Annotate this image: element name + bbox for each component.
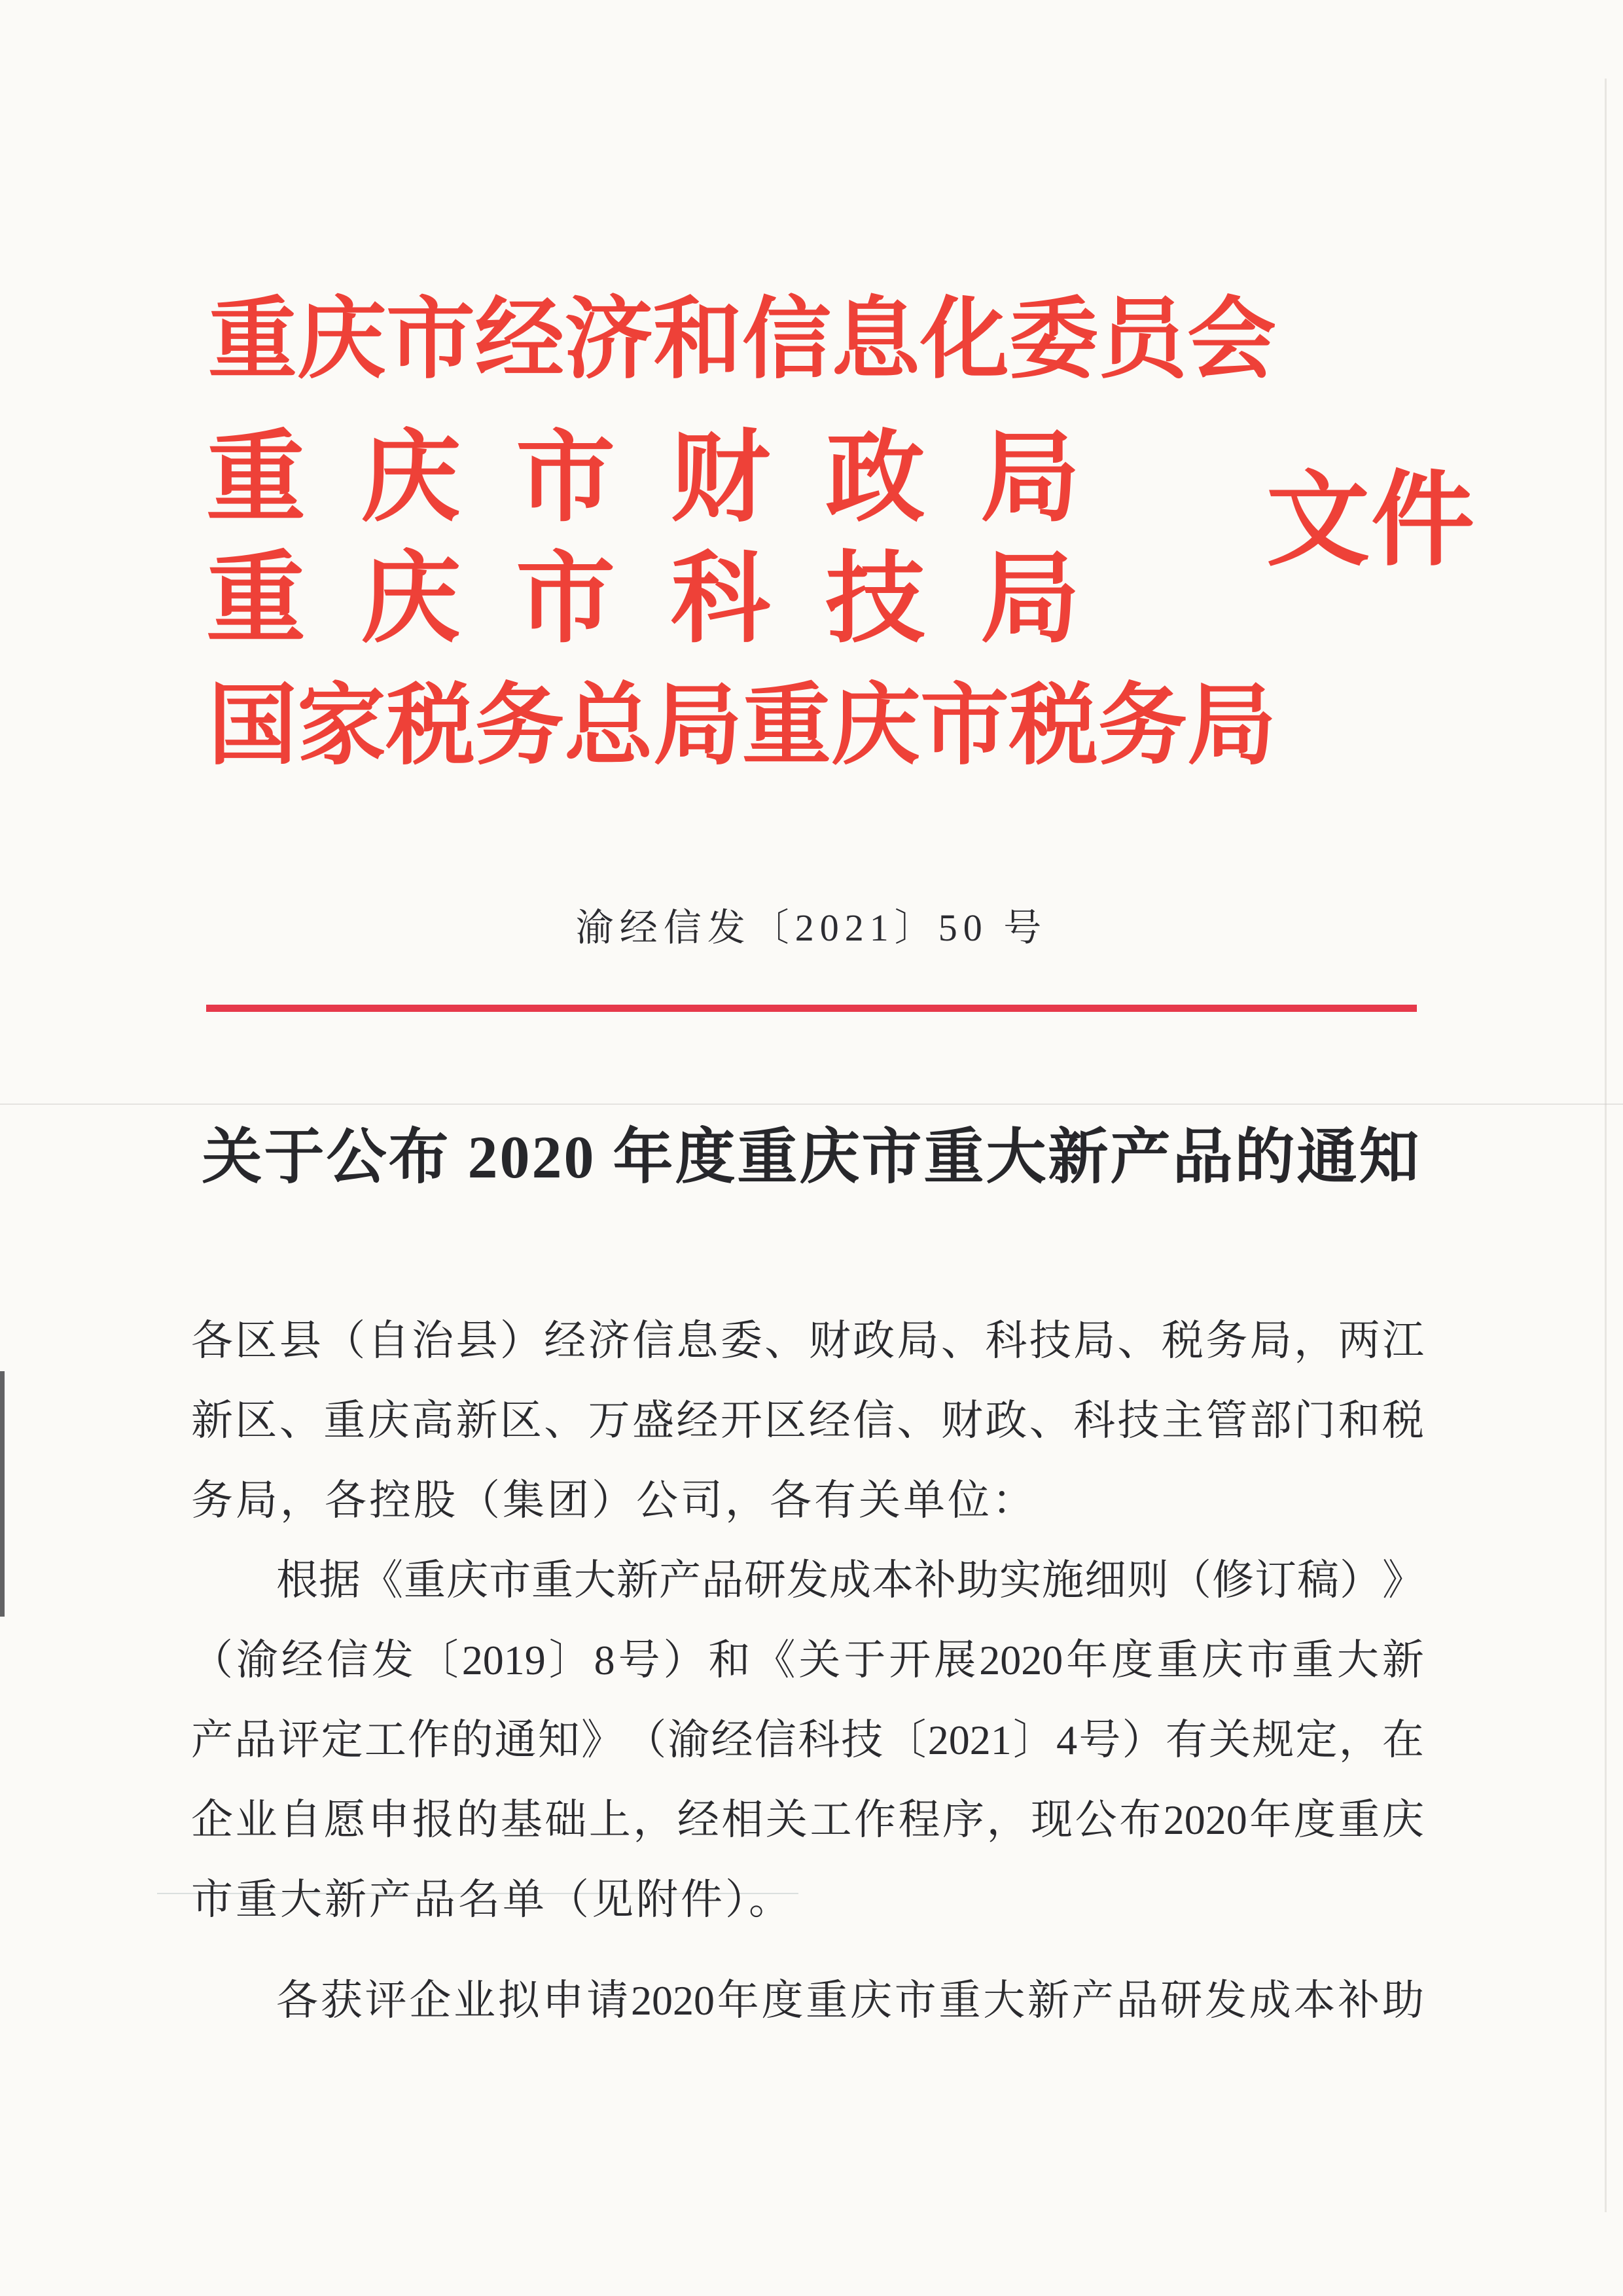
agency-line-taxation-bureau: 国家税务总局重庆市税务局: [208, 677, 1276, 776]
agency-line-economy-information-commission: 重庆市经济和信息化委员会: [208, 291, 1276, 389]
body-line: 企 业 自 愿 申 报 的 基 础 上 ， 经 相 关 工 作 程 序 ， 现 公 布 2020 年 度 重 庆: [191, 1797, 1424, 1843]
body-line: 产 品 评 定 工 作 的 通 知 》 （ 渝 经 信 科 技 〔 2021 〕 4 号 ） 有 关 规 定 ， 在: [191, 1717, 1424, 1763]
body-line: 市重大新产品名单（见附件）。: [191, 1876, 793, 1923]
agency-line-science-technology-bureau: 重 庆 市 科 技 局: [206, 545, 1080, 655]
body-line: 新 区 、 重 庆 高 新 区 、 万 盛 经 开 区 经 信 、 财 政 、 科 技 主 管 部 门 和 税: [191, 1397, 1424, 1444]
body-line: 各 区 县 （ 自 治 县 ） 经 济 信 息 委 、 财 政 局 、 科 技 局 、 税 务 局 ， 两 江: [191, 1318, 1424, 1364]
scan-edge-streak: [0, 1371, 5, 1617]
red-divider-rule: [206, 1005, 1417, 1012]
agency-line-finance-bureau: 重 庆 市 财 政 局: [206, 423, 1080, 533]
body-line: （ 渝 经 信 发 〔 2019 〕 8 号 ） 和 《 关 于 开 展 2020 年 度 重 庆 市 重 大 新: [191, 1637, 1424, 1683]
scan-artifact-line: [0, 1103, 1623, 1105]
body-line: 各 获 评 企 业 拟 申 请 2020 年 度 重 庆 市 重 大 新 产 品 研 发 成 本 补 助: [276, 1977, 1424, 2024]
document-label-wenjian: 文件: [1266, 464, 1476, 579]
body-line: 根 据 《 重 庆 市 重 大 新 产 品 研 发 成 本 补 助 实 施 细 则 （ 修 订 稿 ） 》: [276, 1557, 1424, 1604]
document-body: [191, 1301, 1424, 2041]
document-reference-number: 渝经信发〔2021〕50 号: [575, 906, 1048, 949]
body-line: 务局，各控股（集团）公司，各有关单位：: [191, 1477, 1037, 1524]
document-title: 关于公布 2020 年度重庆市重大新产品的通知: [202, 1124, 1421, 1191]
